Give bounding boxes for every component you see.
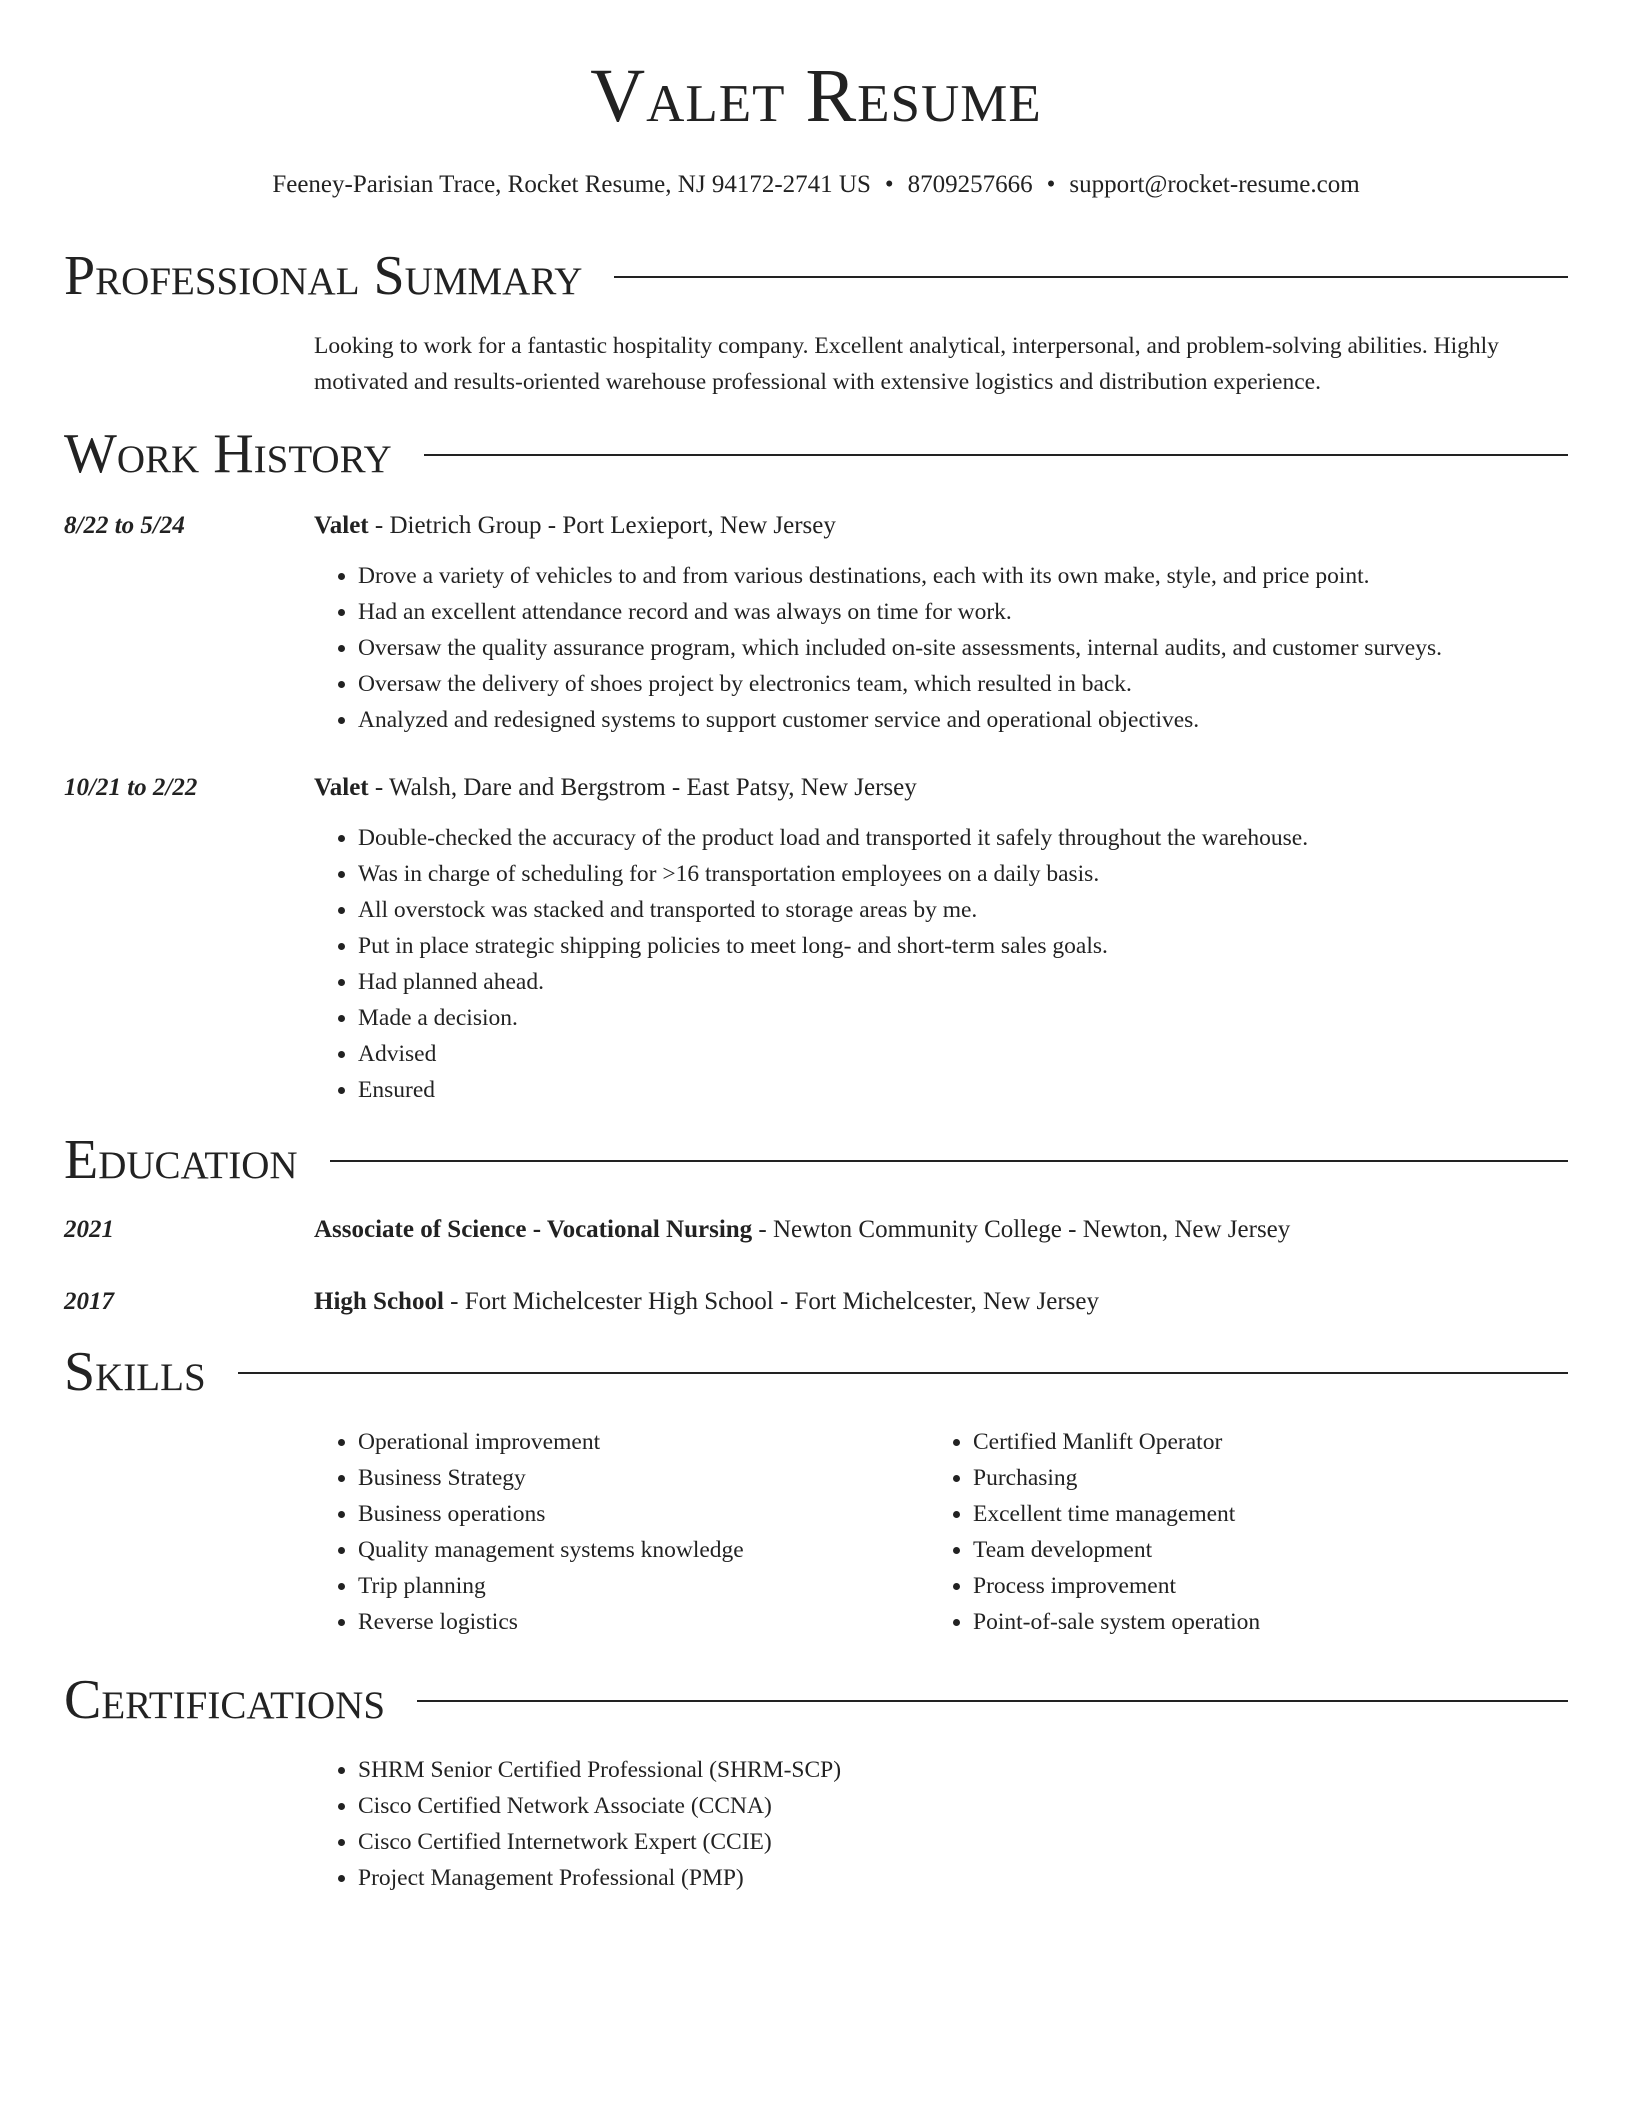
- contact-phone: 8709257666: [907, 171, 1033, 198]
- section-heading-education: Education: [64, 1129, 298, 1191]
- education-line: [314, 1212, 1568, 1248]
- summary-text: Looking to work for a fantastic hospitality company. Excellent analytical, interpersonal, and problem-solving abilities. Highly motivated and results-oriented warehouse professional with extensive logistics and distribution experience.: [314, 333, 1499, 395]
- list-item: • Drove a variety of vehicles to and from various destinations, each with its own make, style, and price point.: [358, 558, 1568, 594]
- job-dates: 8/22 to 5/24: [64, 512, 185, 539]
- list-item: • Excellent time management: [973, 1496, 1544, 1532]
- list-item: • Reverse logistics: [358, 1604, 929, 1640]
- job-entry: [64, 770, 1568, 1108]
- list-item: • Quality management systems knowledge: [358, 1532, 929, 1568]
- section-divider: [614, 276, 1568, 278]
- section-work-header: [64, 422, 1568, 486]
- education-details: - Newton Community College - Newton, New Jersey: [752, 1216, 1291, 1243]
- list-item: • Point-of-sale system operation: [973, 1604, 1544, 1640]
- job-bullets: [314, 558, 1568, 738]
- list-item: • Trip planning: [358, 1568, 929, 1604]
- list-item: • Purchasing: [973, 1460, 1544, 1496]
- list-item: • Put in place strategic shipping policies to meet long- and short-term sales goals.: [358, 928, 1568, 964]
- job-title-line: [314, 770, 1568, 806]
- list-item: • Cisco Certified Network Associate (CCNA): [358, 1788, 1568, 1824]
- education-line: [314, 1284, 1568, 1320]
- section-skills-header: [64, 1340, 1568, 1404]
- section-heading-certifications: Certifications: [64, 1669, 386, 1731]
- list-item: • Cisco Certified Internetwork Expert (CCIE): [358, 1824, 1568, 1860]
- job-dates: 10/21 to 2/22: [64, 774, 198, 801]
- job-body: [314, 508, 1568, 738]
- education-entry: [64, 1284, 1568, 1320]
- list-item: • Was in charge of scheduling for >16 transportation employees on a daily basis.: [358, 856, 1568, 892]
- list-item: • Oversaw the quality assurance program, which included on-site assessments, internal audits, and customer surveys.: [358, 630, 1568, 666]
- contact-separator: •: [884, 171, 894, 198]
- list-item: • Team development: [973, 1532, 1544, 1568]
- education-year: 2017: [64, 1288, 114, 1315]
- section-summary-header: [64, 244, 1568, 308]
- list-item: • Had an excellent attendance record and was always on time for work.: [358, 594, 1568, 630]
- list-item: • Double-checked the accuracy of the product load and transported it safely throughout the warehouse.: [358, 820, 1568, 856]
- education-degree: Associate of Science - Vocational Nursing: [314, 1216, 753, 1243]
- section-certifications-header: [64, 1668, 1568, 1732]
- list-item: • Project Management Professional (PMP): [358, 1860, 1568, 1896]
- job-bullets: [314, 820, 1568, 1108]
- job-entry: [64, 508, 1568, 738]
- list-item: • Oversaw the delivery of shoes project by electronics team, which resulted in back.: [358, 666, 1568, 702]
- section-heading-skills: Skills: [64, 1341, 206, 1403]
- certifications-bullets: [314, 1752, 1568, 1896]
- list-item: • SHRM Senior Certified Professional (SHRM-SCP): [358, 1752, 1568, 1788]
- skills-column-right: [929, 1424, 1544, 1640]
- education-body: [314, 1284, 1568, 1320]
- list-item: • All overstock was stacked and transported to storage areas by me.: [358, 892, 1568, 928]
- education-body: [314, 1212, 1568, 1248]
- contact-email: support@rocket-resume.com: [1069, 171, 1360, 198]
- list-item: • Advised: [358, 1036, 1568, 1072]
- section-divider: [424, 454, 1568, 456]
- certifications-list: [314, 1752, 1568, 1896]
- skills-grid: [314, 1424, 1568, 1640]
- section-divider: [238, 1372, 1568, 1374]
- education-year: 2021: [64, 1216, 114, 1243]
- contact-line: [64, 170, 1568, 200]
- list-item: • Had planned ahead.: [358, 964, 1568, 1000]
- resume-title: Valet Resume: [590, 54, 1042, 138]
- section-heading-summary: Professional Summary: [64, 245, 583, 307]
- skills-column-left: [314, 1424, 929, 1640]
- list-item: • Certified Manlift Operator: [973, 1424, 1544, 1460]
- section-divider: [417, 1700, 1568, 1702]
- list-item: • Made a decision.: [358, 1000, 1568, 1036]
- list-item: • Process improvement: [973, 1568, 1544, 1604]
- section-heading-work: Work History: [64, 423, 392, 485]
- list-item: • Ensured: [358, 1072, 1568, 1108]
- contact-address: Feeney-Parisian Trace, Rocket Resume, NJ 94172-2741 US: [272, 171, 871, 198]
- contact-separator: •: [1046, 171, 1056, 198]
- list-item: • Business operations: [358, 1496, 929, 1532]
- job-details: - Walsh, Dare and Bergstrom - East Patsy, New Jersey: [368, 774, 917, 801]
- education-degree: High School: [314, 1288, 444, 1315]
- section-divider: [330, 1160, 1568, 1162]
- job-title-line: [314, 508, 1568, 544]
- list-item: • Analyzed and redesigned systems to support customer service and operational objectives.: [358, 702, 1568, 738]
- list-item: • Business Strategy: [358, 1460, 929, 1496]
- job-title: Valet: [314, 512, 369, 539]
- list-item: • Operational improvement: [358, 1424, 929, 1460]
- section-education-header: [64, 1128, 1568, 1192]
- job-details: - Dietrich Group - Port Lexieport, New Jersey: [368, 512, 836, 539]
- education-details: - Fort Michelcester High School - Fort Michelcester, New Jersey: [443, 1288, 1099, 1315]
- education-entry: [64, 1212, 1568, 1248]
- job-title: Valet: [314, 774, 369, 801]
- job-body: [314, 770, 1568, 1108]
